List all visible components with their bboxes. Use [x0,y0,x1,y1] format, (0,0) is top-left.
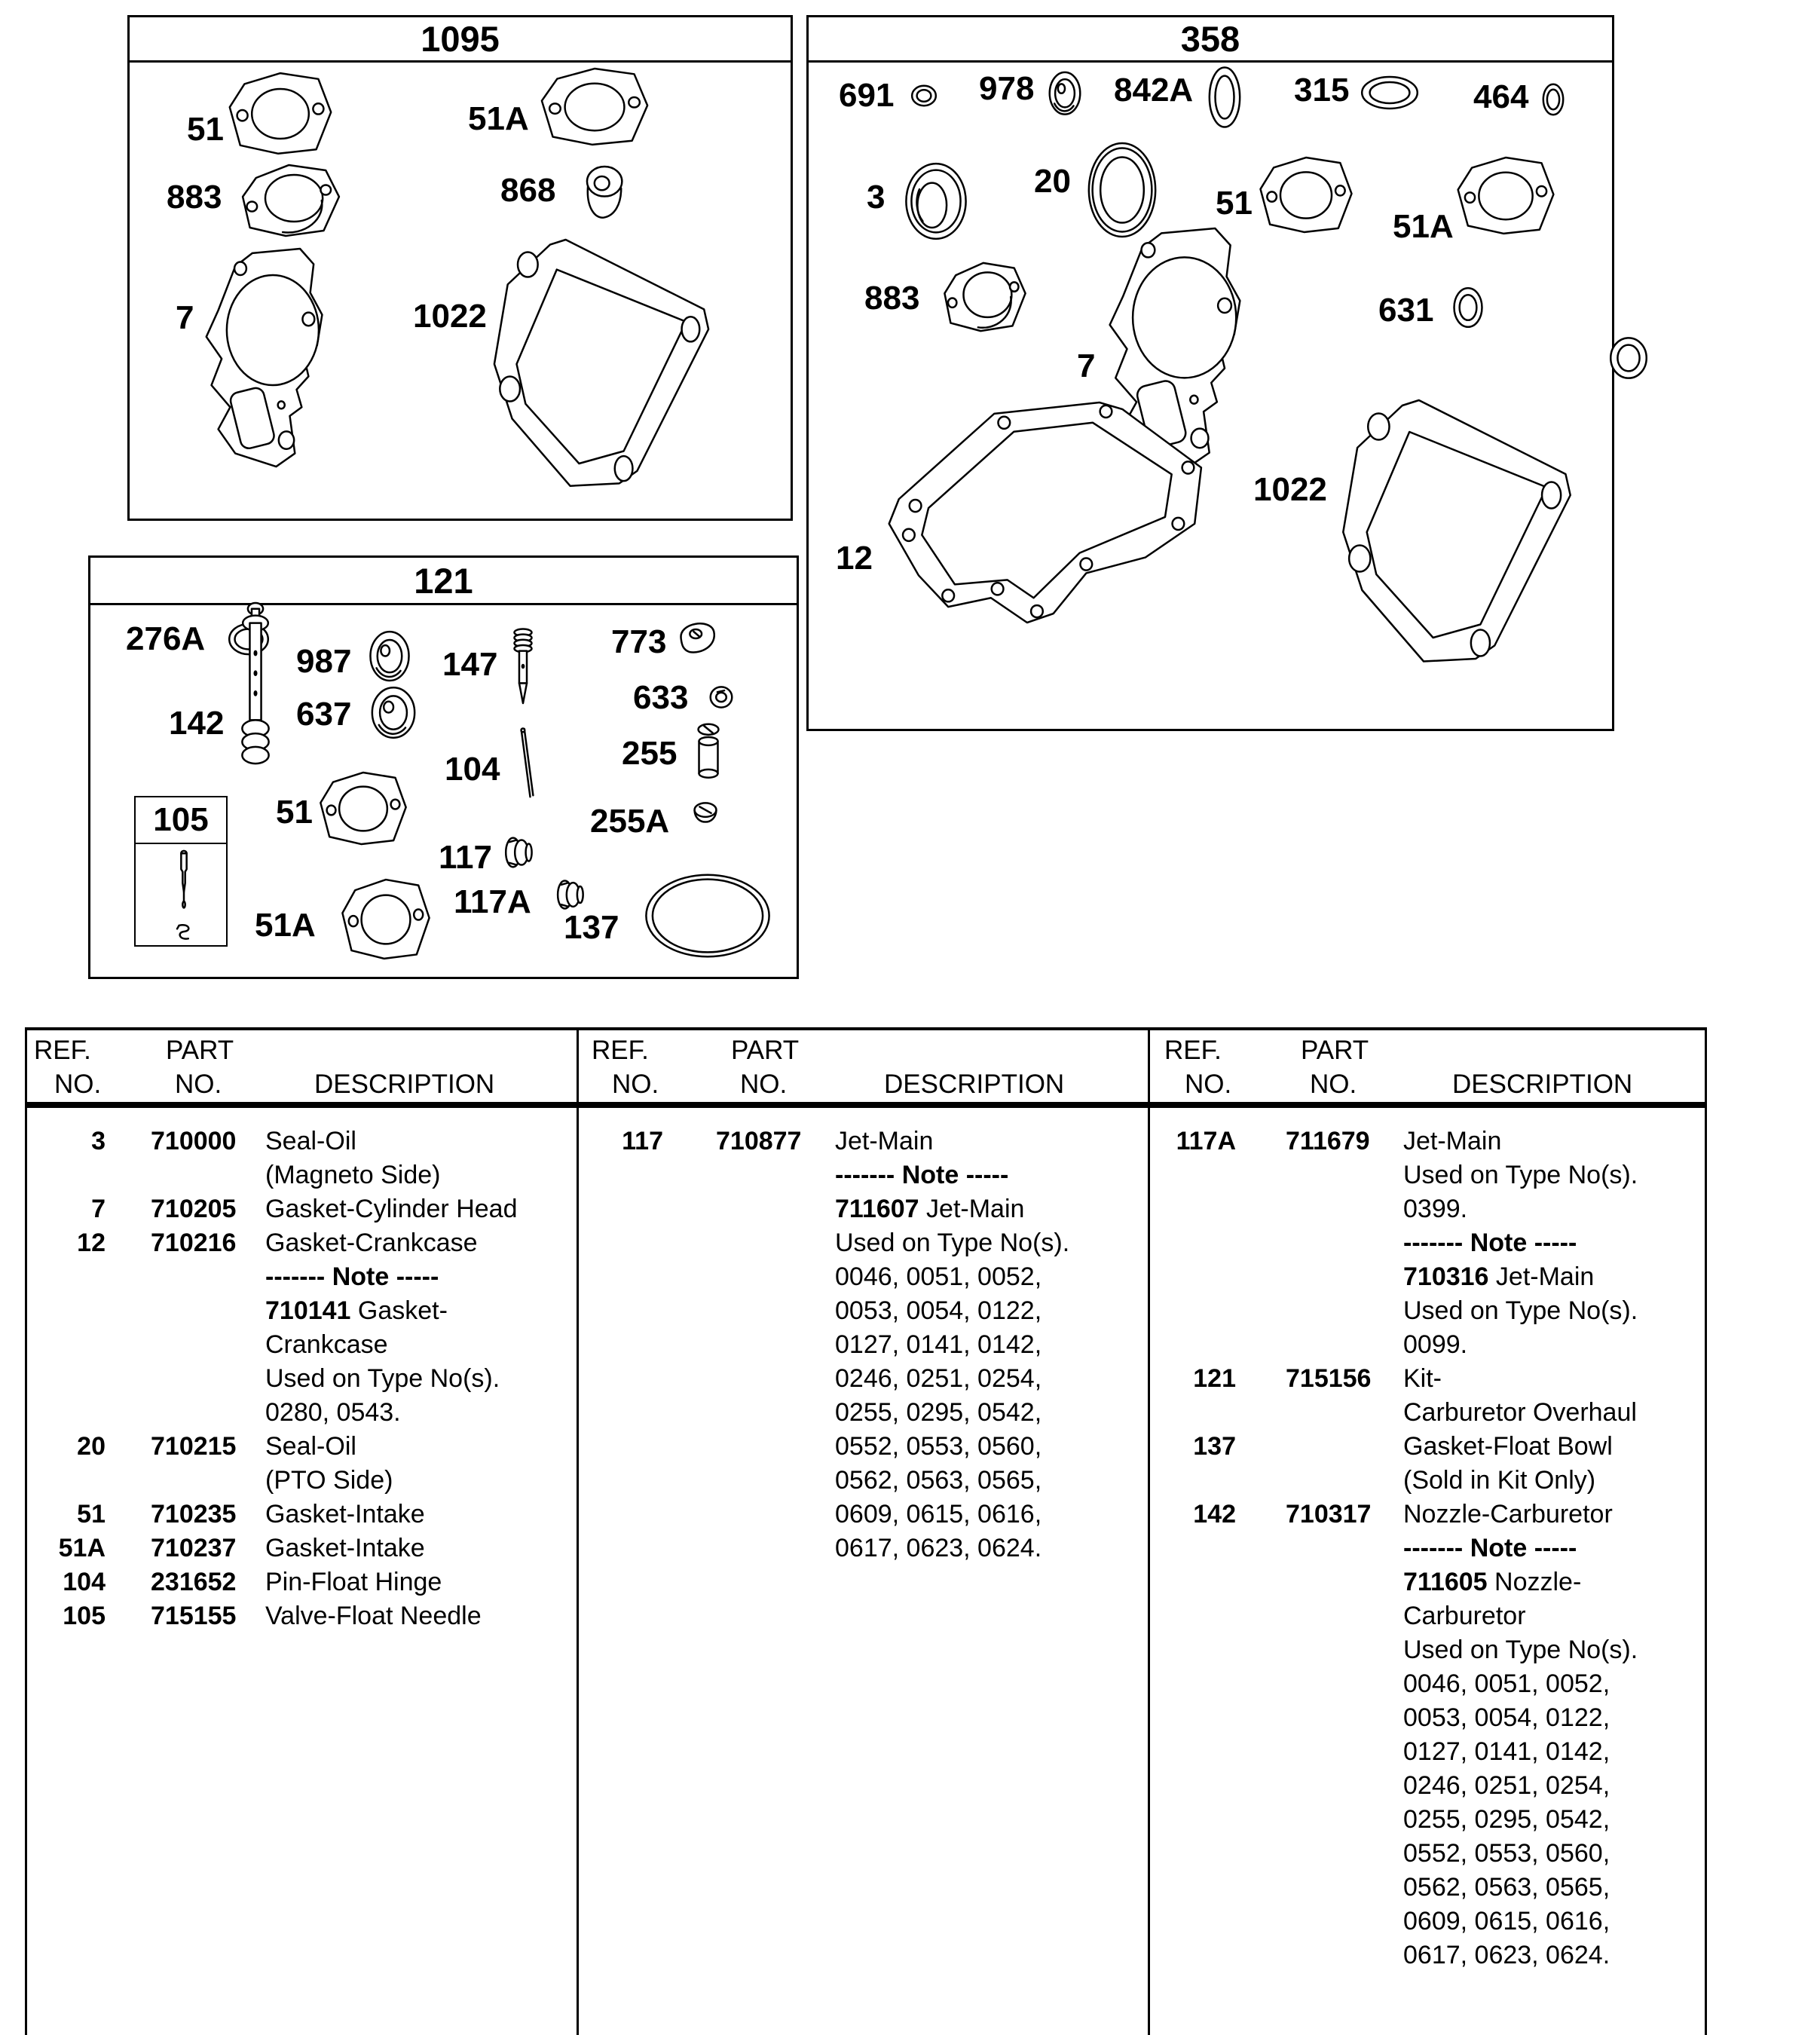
part-no-cell: 231652 [151,1568,237,1596]
description-cell: Gasket-Intake [265,1500,425,1529]
description-cell: 0609, 0615, 0616, [835,1500,1042,1529]
part-ref-label-358-12: 12 [836,540,873,577]
flange2-drawing-358-883 [942,261,1028,333]
description-cell: Used on Type No(s). [835,1229,1070,1257]
ref-no-cell: 3 [91,1127,106,1155]
col1-header-part1: PART [166,1036,234,1065]
part-no-cell: 715156 [1286,1364,1372,1393]
col1-header-ref2: NO. [54,1070,102,1099]
ref-no-cell: 20 [77,1432,106,1461]
col2-header-ref2: NO. [612,1070,659,1099]
part-ref-label-121-137: 137 [564,909,619,946]
pin104-drawing-121-104 [515,728,535,800]
part-no-cell: 715155 [151,1602,237,1630]
ringtall-drawing-358-631 [1452,286,1484,329]
col2-header-ref1: REF. [592,1036,649,1065]
description-cell: Carburetor [1403,1602,1526,1630]
part-no-cell: 710317 [1286,1500,1372,1529]
description-cell: 0046, 0051, 0052, [1403,1669,1610,1698]
part-ref-label-121-276A: 276A [126,620,206,657]
description-cell: (PTO Side) [265,1466,393,1495]
col3-header-part1: PART [1301,1036,1369,1065]
description-cell: Carburetor Overhaul [1403,1398,1637,1427]
col1-header-ref1: REF. [34,1036,91,1065]
part-ref-label-358-883: 883 [864,280,920,317]
seal20-drawing-358-20 [1086,140,1158,240]
part-no-cell: 710215 [151,1432,237,1461]
col2-header-part2: NO. [740,1070,788,1099]
description-cell: Nozzle-Carburetor [1403,1500,1613,1529]
ref-no-cell: 105 [63,1602,106,1630]
col3-header-ref2: NO. [1185,1070,1232,1099]
clip-drawing-inset [172,923,196,942]
flange-drawing-358-51 [1259,157,1354,234]
part-no-cell: 710877 [716,1127,802,1155]
needlevalve-drawing-inset [173,850,194,913]
part-no-cell: 710216 [151,1229,237,1257]
part-ref-label-121-51A: 51A [255,907,316,944]
ref-no-cell: 142 [1193,1500,1236,1529]
col3-header-part2: NO. [1310,1070,1357,1099]
description-cell: Used on Type No(s). [1403,1636,1638,1664]
ovaltall-drawing-358-842A [1207,65,1243,130]
description-cell: 0255, 0295, 0542, [1403,1805,1610,1834]
part-ref-label-358-691: 691 [839,77,895,114]
part-ref-label-1095-7: 7 [176,299,194,336]
description-cell: 0609, 0615, 0616, [1403,1907,1610,1936]
needle147-drawing-121-147 [509,628,537,705]
description-cell: ------- Note ----- [265,1262,439,1291]
table-vertical-rule-2 [1148,1027,1150,2035]
table-vertical-rule-0 [25,1027,27,2035]
covergasket-drawing-358-1022 [1338,400,1575,664]
description-cell: ------- Note ----- [1403,1229,1577,1257]
part-no-cell: 711679 [1286,1127,1370,1155]
description-cell: 0617, 0623, 0624. [835,1534,1042,1562]
part-ref-label-121-51: 51 [276,794,313,831]
part-ref-label-1095-868: 868 [500,172,556,209]
description-cell: (Magneto Side) [265,1161,441,1189]
description-cell: ------- Note ----- [1403,1534,1577,1562]
part-ref-label-358-51: 51 [1216,185,1253,222]
description-cell: Used on Type No(s). [1403,1161,1638,1189]
description-cell: 0053, 0054, 0122, [1403,1703,1610,1732]
description-cell: 0255, 0295, 0542, [835,1398,1042,1427]
part-ref-label-1095-883: 883 [167,179,222,216]
description-cell: Seal-Oil [265,1432,356,1461]
tube142-drawing-121-142 [240,603,271,770]
description-cell: Crankcase [265,1330,388,1359]
part-ref-label-1095-51: 51 [187,111,224,148]
part-ref-label-358-7: 7 [1077,347,1096,384]
description-cell: Valve-Float Needle [265,1602,482,1630]
crankgasket-drawing-358-12 [882,400,1211,625]
part-ref-label-358-1022: 1022 [1253,471,1327,508]
description-cell: 0099. [1403,1330,1468,1359]
part-ref-label-121-255A: 255A [590,803,670,840]
springseal-drawing-121-987 [368,630,411,684]
ref-no-cell: 7 [91,1195,106,1223]
part-no-cell: 710237 [151,1534,237,1562]
part-ref-label-1095-51A: 51A [468,100,529,137]
seal3-drawing-358-3 [903,161,969,241]
col2-header-desc: DESCRIPTION [884,1070,1065,1099]
flange-drawing-1095-51 [228,72,333,155]
description-cell: (Sold in Kit Only) [1403,1466,1596,1495]
covergasket-drawing-1095-1022 [490,240,713,488]
description-cell: Used on Type No(s). [1403,1296,1638,1325]
description-cell: 0127, 0141, 0142, [835,1330,1042,1359]
description-cell: 0617, 0623, 0624. [1403,1941,1610,1969]
description-cell: Jet-Main [835,1127,934,1155]
diagram-box-title-121: 121 [90,558,797,605]
ref-no-cell: 117 [622,1127,663,1155]
col1-header-desc: DESCRIPTION [314,1070,495,1099]
cup255-drawing-121-255 [690,724,726,782]
ref-no-cell: 117A [1176,1127,1236,1155]
part-ref-label-358-842A: 842A [1114,72,1194,109]
grommet-drawing-1095-868 [582,164,626,222]
description-cell: ------- Note ----- [835,1161,1009,1189]
ref-no-cell: 121 [1193,1364,1236,1393]
part-ref-label-121-987: 987 [296,643,352,680]
ref-no-cell: 137 [1193,1432,1236,1461]
springseal-drawing-121-637 [369,686,418,742]
oval-drawing-358-315 [1360,74,1420,112]
jet-drawing-121-117 [503,835,534,870]
description-cell: Gasket-Float Bowl [1403,1432,1613,1461]
description-cell: 710316 Jet-Main [1403,1262,1595,1291]
part-ref-label-121-117: 117 [439,839,492,876]
flange-drawing-121-51 [319,772,408,846]
col3-header-desc: DESCRIPTION [1452,1070,1633,1099]
part-no-cell: 710205 [151,1195,237,1223]
cup255a-drawing-121-255A [691,800,720,832]
ref-no-cell: 104 [63,1568,106,1596]
part-ref-label-358-20: 20 [1034,163,1071,200]
jet-drawing-121-117A [555,878,585,911]
part-ref-label-121-117A: 117A [454,883,531,920]
part-ref-label-358-631: 631 [1378,292,1434,329]
part-ref-label-121-633: 633 [633,679,689,716]
part-ref-label-1095-1022: 1022 [413,298,487,335]
springseal-drawing-358-978 [1048,71,1082,118]
ring-drawing-358-691 [910,84,938,107]
flange2-drawing-1095-883 [240,163,342,238]
cap773-drawing-121-773 [677,618,719,663]
description-cell: 0046, 0051, 0052, [835,1262,1042,1291]
flange-drawing-358-51A [1456,157,1555,235]
description-cell: Jet-Main [1403,1127,1502,1155]
description-cell: 0562, 0563, 0565, [835,1466,1042,1495]
part-ref-label-121-773: 773 [611,623,667,660]
description-cell: 0246, 0251, 0254, [1403,1771,1610,1800]
description-cell: Kit- [1403,1364,1442,1393]
table-vertical-rule-1 [577,1027,579,2035]
part-ref-label-358-3: 3 [867,179,886,216]
description-cell: 711605 Nozzle- [1403,1568,1582,1596]
table-top-border [25,1027,1705,1030]
ringtall-drawing-358-464 [1542,83,1565,116]
table-header-divider [25,1102,1705,1108]
description-cell: Gasket-Cylinder Head [265,1195,518,1223]
part-ref-label-121-104: 104 [445,751,500,788]
description-cell: 0552, 0553, 0560, [835,1432,1042,1461]
flange-drawing-1095-51A [540,68,650,146]
ringslot-drawing-121-633 [708,684,734,710]
part-no-cell: 710235 [151,1500,237,1529]
part-ref-label-121-637: 637 [296,696,352,733]
part-ref-label-358-978: 978 [979,70,1035,107]
description-cell: 0399. [1403,1195,1468,1223]
part-ref-label-121-255: 255 [622,735,678,772]
description-cell: 0246, 0251, 0254, [835,1364,1042,1393]
description-cell: 0552, 0553, 0560, [1403,1839,1610,1868]
part-ref-label-121-142: 142 [169,705,225,742]
description-cell: Gasket-Crankcase [265,1229,478,1257]
table-vertical-rule-3 [1705,1027,1707,2035]
description-cell: 711607 Jet-Main [835,1195,1025,1223]
ref-no-cell: 51 [77,1500,106,1529]
part-ref-label-358-51A: 51A [1393,208,1454,245]
part-no-cell: 710000 [151,1127,237,1155]
part-ref-label-358-315: 315 [1294,72,1350,109]
description-cell: 0053, 0054, 0122, [835,1296,1042,1325]
col3-header-ref1: REF. [1164,1036,1222,1065]
diagram-box-title-358: 358 [809,17,1612,63]
diagram-box-title-1095: 1095 [130,17,791,63]
headgasket-drawing-1095-7 [201,249,372,469]
description-cell: Pin-Float Hinge [265,1568,442,1596]
description-cell: 0562, 0563, 0565, [1403,1873,1610,1902]
ref-no-cell: 51A [58,1534,106,1562]
description-cell: 710141 Gasket- [265,1296,448,1325]
inset-box-title-105: 105 [136,797,226,844]
description-cell: 0280, 0543. [265,1398,401,1427]
flange-drawing-121-51A [341,879,431,960]
part-ref-label-121-147: 147 [442,646,498,683]
description-cell: Used on Type No(s). [265,1364,500,1393]
part-ref-label-358-464: 464 [1473,78,1529,115]
description-cell: Seal-Oil [265,1127,356,1155]
col1-header-part2: NO. [175,1070,222,1099]
description-cell: Gasket-Intake [265,1534,425,1562]
col2-header-part1: PART [731,1036,800,1065]
oring137-drawing-121-137 [644,871,772,960]
ref-no-cell: 12 [77,1229,106,1257]
description-cell: 0127, 0141, 0142, [1403,1737,1610,1766]
washer-ring-drawing [1608,336,1649,380]
